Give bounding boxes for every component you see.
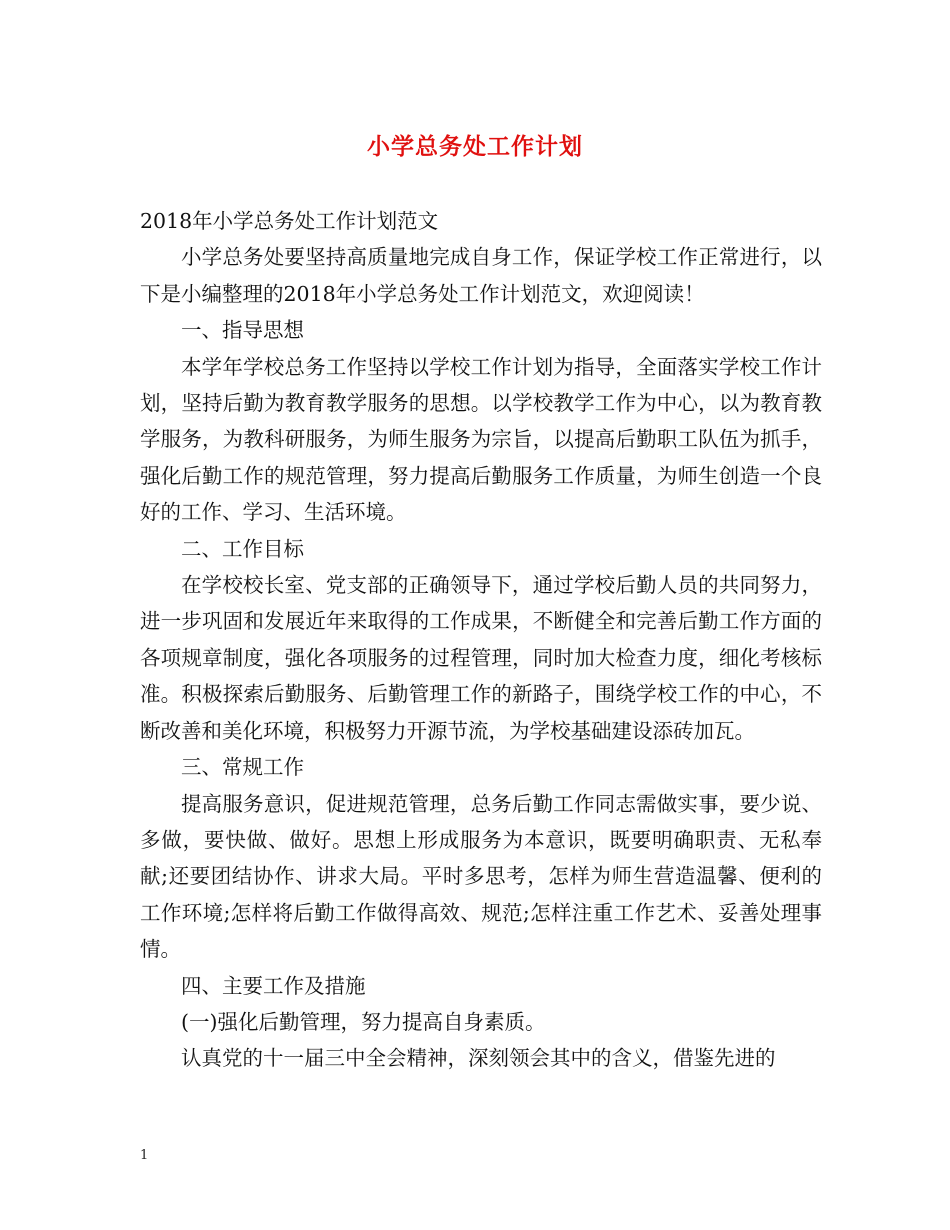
section-heading-guiding-thought: 一、指导思想 bbox=[181, 318, 304, 343]
section-heading-routine-work: 三、常规工作 bbox=[181, 755, 304, 780]
document-title: 小学总务处工作计划 bbox=[367, 133, 583, 160]
intro-paragraph: 小学总务处要坚持高质量地完成自身工作，保证学校工作正常进行，以下是小编整理的2018年小学总务处工作计划范文，欢迎阅读！ bbox=[140, 245, 822, 306]
logistics-paragraph: 认真党的十一届三中全会精神，深刻领会其中的含义，借鉴先进的 bbox=[181, 1046, 776, 1071]
guiding-thought-paragraph: 本学年学校总务工作坚持以学校工作计划为指导，全面落实学校工作计划，坚持后勤为教育教学服务的思想。以学校教学工作为中心，以为教育教学服务，为教科研服务，为师生服务为宗旨，以提高后勤职工队伍为抓手，强化后勤工作的规范管理，努力提高后勤服务工作质量，为师生创造一个良好的工作、学习、生活环境。 bbox=[140, 354, 822, 525]
page-number: 1 bbox=[140, 1148, 149, 1163]
work-goals-paragraph: 在学校校长室、党支部的正确领导下，通过学校后勤人员的共同努力，进一步巩固和发展近年来取得的工作成果，不断健全和完善后勤工作方面的各项规章制度，强化各项服务的过程管理，同时加大检查力度，细化考核标准。积极探索后勤服务、后勤管理工作的新路子，围绕学校工作的中心，不断改善和美化环境，积极努力开源节流，为学校基础建设添砖加瓦。 bbox=[140, 573, 822, 743]
section-heading-main-work: 四、主要工作及措施 bbox=[181, 973, 366, 998]
document-body bbox=[140, 203, 822, 1077]
document-subtitle: 2018年小学总务处工作计划范文 bbox=[140, 209, 439, 233]
section-heading-work-goals: 二、工作目标 bbox=[181, 536, 304, 561]
subsection-heading-logistics: (一)强化后勤管理，努力提高自身素质。 bbox=[181, 1009, 546, 1034]
routine-work-paragraph: 提高服务意识，促进规范管理，总务后勤工作同志需做实事，要少说、多做，要快做、做好。思想上形成服务为本意识，既要明确职责、无私奉献;还要团结协作、讲求大局。平时多思考，怎样为师生营造温馨、便利的工作环境;怎样将后勤工作做得高效、规范;怎样注重工作艺术、妥善处理事情。 bbox=[140, 791, 822, 962]
